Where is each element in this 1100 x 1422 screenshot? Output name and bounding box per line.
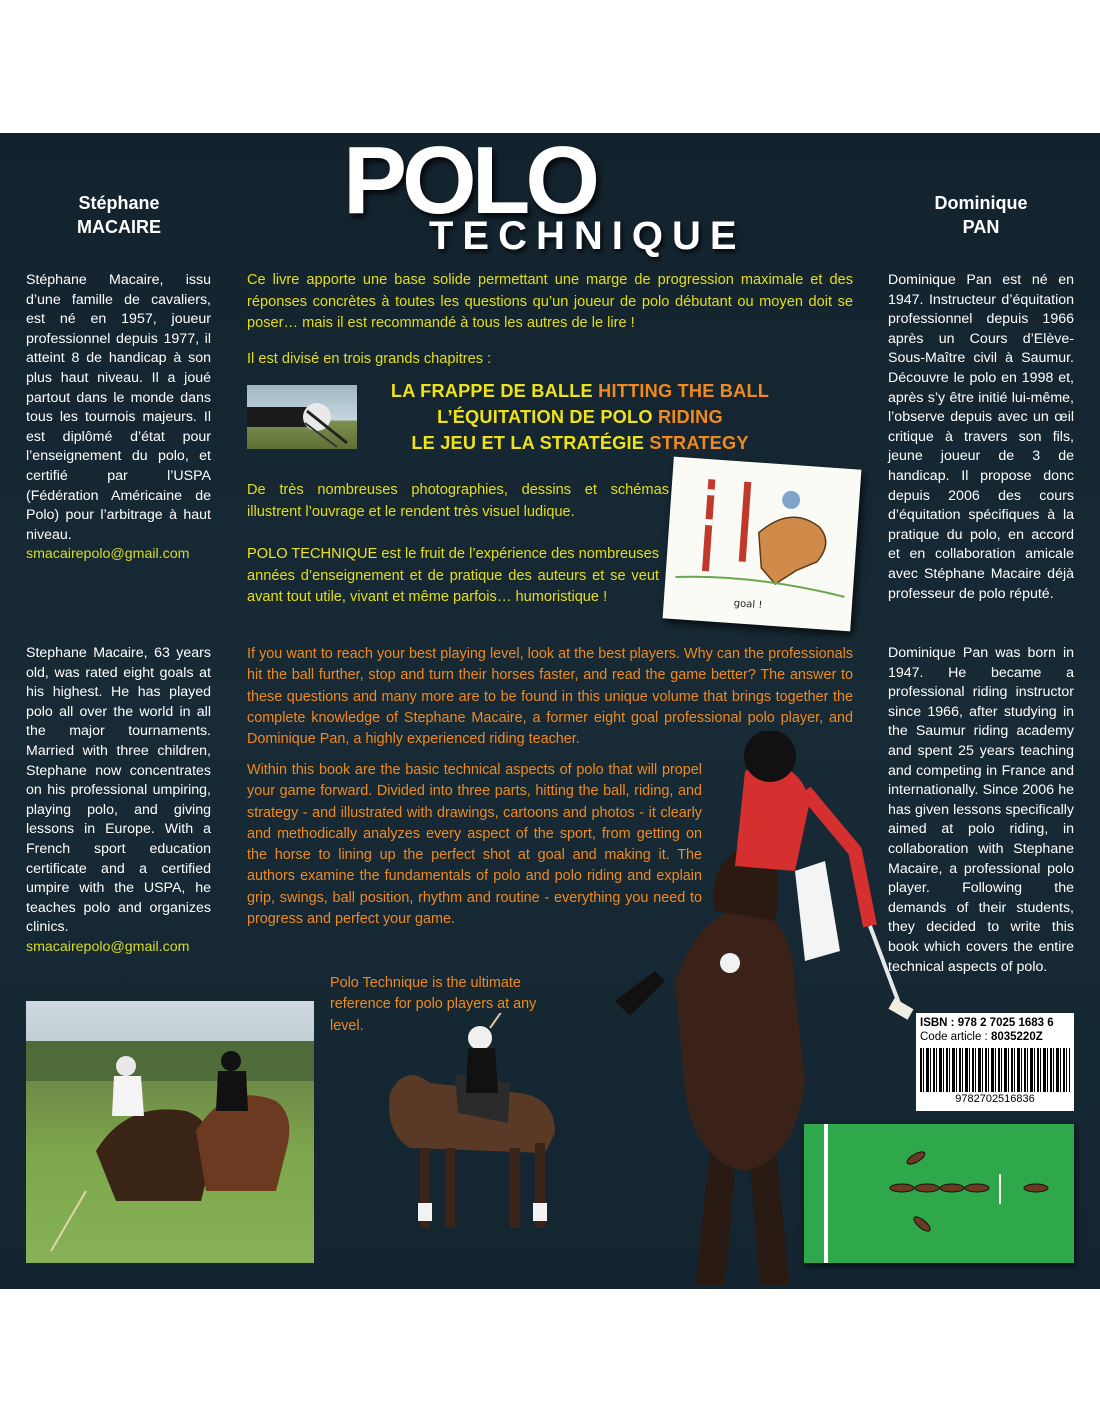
- english-paragraph-2: Within this book are the basic technical aspects of polo that will propel your game forward. Divided into three parts, hitting the ball, riding, and strategy - and illustrated with drawings, cartoons and photos - it clearly and methodically analyzes every aspect of the sport, from getting on the horse to lining up the perfect shot at goal and making it. The authors examine the fundamentals of polo and polo riding and explain grip, swings, ball position, rhythm and routine - everything you need to progress and perfect your game.: [247, 762, 702, 928]
- chapter-1-en: HITTING THE BALL: [598, 381, 770, 401]
- right-author-name: [886, 191, 1076, 239]
- fruit-rest: est le fruit de l’expérience des nombreuses années d’enseignement et de pratique des auteurs et se veut avant tout utile, vivant et même parfois… humoristique !: [247, 546, 659, 605]
- left-author-name: [24, 191, 214, 239]
- left-author-first-name: Stéphane: [78, 193, 160, 213]
- chapter-3: [300, 430, 860, 456]
- left-author-email-en[interactable]: smacairepolo@gmail.com: [26, 938, 190, 955]
- right-author-bio-en: Dominique Pan was born in 1947. He became a professional riding instructor since 1966, after studying in the Saumur riding academy and spent 25 years teaching and competing in France and internationally. Since 2006 he has given lessons specifically aimed at polo riding, in collaboration with Stephane Macaire, a professional polo player. Following the demands of their students, they decided to write this book which covers the entire technical aspects of polo.: [888, 645, 1074, 975]
- field-diagram-icon: [804, 1124, 1074, 1263]
- book-back-cover: [0, 133, 1100, 1289]
- fruit-paragraph: [247, 544, 659, 609]
- match-horses-icon: [26, 1001, 314, 1263]
- barcode-number: 9782702516836: [955, 1093, 1035, 1105]
- chapter-2-fr: L’ÉQUITATION DE POLO: [437, 407, 653, 427]
- chapter-1-fr: LA FRAPPE DE BALLE: [390, 381, 593, 401]
- isbn-label: ISBN : 978 2 7025 1683 6: [920, 1017, 1054, 1029]
- code-article-label: Code article :: [920, 1031, 991, 1043]
- cartoon-illustration: [663, 457, 862, 632]
- code-article: [920, 1030, 1070, 1044]
- english-paragraph-1: If you want to reach your best playing level, look at the best players. Why can the professionals hit the ball further, stop and turn their horses faster, and read the game better? The answer to these questions and many more are to be found in this unique volume that brings together the complete knowledge of Stephane Macaire, a former eight goal professional polo player, and Dominique Pan, a highly experienced riding teacher.: [247, 646, 853, 748]
- left-author-bio-fr: [26, 271, 211, 565]
- chapter-3-en: STRATEGY: [649, 433, 749, 453]
- right-author-first-name: Dominique: [934, 193, 1028, 213]
- left-author-bio-en: [26, 644, 211, 958]
- intro-paragraph: Ce livre apporte une base solide permettant une marge de progression maximale et des réponses concrètes à toutes les questions qu’un joueur de polo débutant ou moyen doit se poser… mais il est recommandé à tous les autres de le lire !: [247, 272, 853, 331]
- cartoon-horse-icon: [663, 457, 862, 632]
- chapters-intro: Il est divisé en trois grands chapitres :: [247, 351, 492, 367]
- chapter-2-en: RIDING: [657, 407, 723, 427]
- left-author-last-name: MACAIRE: [77, 217, 161, 237]
- pony-icon: [370, 1013, 582, 1243]
- book-title-technique: TECHNIQUE: [429, 214, 746, 258]
- isbn-barcode: [916, 1013, 1074, 1111]
- match-photo: [26, 1001, 314, 1263]
- illustrations-paragraph: De très nombreuses photographies, dessins et schémas illustrent l’ouvrage et le rendent très visuel ludique.: [247, 482, 669, 520]
- book-title-polo: POLO: [343, 133, 596, 234]
- chapter-2: [300, 404, 860, 430]
- chapter-1: [300, 378, 860, 404]
- left-bio-en-text: Stephane Macaire, 63 years old, was rated eight goals at his highest. He has played polo all over the world in all the major tournaments. Married with three children, Stephane now concentrates on his professional umpiring, playing polo, and giving lessons in Europe. With a French sport education certificate and a certified umpire with the USPA, he teaches polo and organizes clinics.: [26, 645, 211, 936]
- barcode-bars: [920, 1048, 1070, 1092]
- left-author-email-fr[interactable]: smacairepolo@gmail.com: [26, 546, 190, 563]
- english-paragraph-3: Polo Technique is the ultimate reference for polo players at any level.: [330, 975, 537, 1034]
- field-diagram: [804, 1124, 1074, 1263]
- child-on-pony-photo: [370, 1013, 582, 1243]
- right-author-bio-fr: Dominique Pan est né en 1947. Instructeur d’équitation professionnel depuis 1966 après un Cours d’Elève-Sous-Maître civil à Saumur. Découvre le polo en 1998 et, après s’y être initié lui-même, l’observe depuis avec un œil critique à travers son fils, jeune joueur de 3 de handicap. Il propose donc depuis 2006 des cours d’équitation spécifiques à la pratique du polo, en accord et en collaboration amicale avec Stéphane Macaire déjà professeur de polo réputé.: [888, 272, 1074, 602]
- fruit-highlight: POLO TECHNIQUE: [247, 546, 378, 562]
- left-bio-fr-text: Stéphane Macaire, issu d’une famille de cavaliers, est né en 1957, joueur professionnel depuis 1977, il atteint 8 de handicap à son plus haut niveau. Il a joué partout dans le monde dans tous les tournois majeurs. Il est diplômé d’état pour l’enseignement du polo, et certifié par l’USPA (Fédération Américaine de Polo) pour l’arbitrage à haut niveau.: [26, 272, 211, 543]
- right-author-last-name: PAN: [962, 217, 1000, 237]
- cartoon-caption: goal !: [733, 598, 763, 612]
- code-article-value: 8035220Z: [990, 1031, 1043, 1043]
- chapter-3-fr: LE JEU ET LA STRATÉGIE: [411, 433, 645, 453]
